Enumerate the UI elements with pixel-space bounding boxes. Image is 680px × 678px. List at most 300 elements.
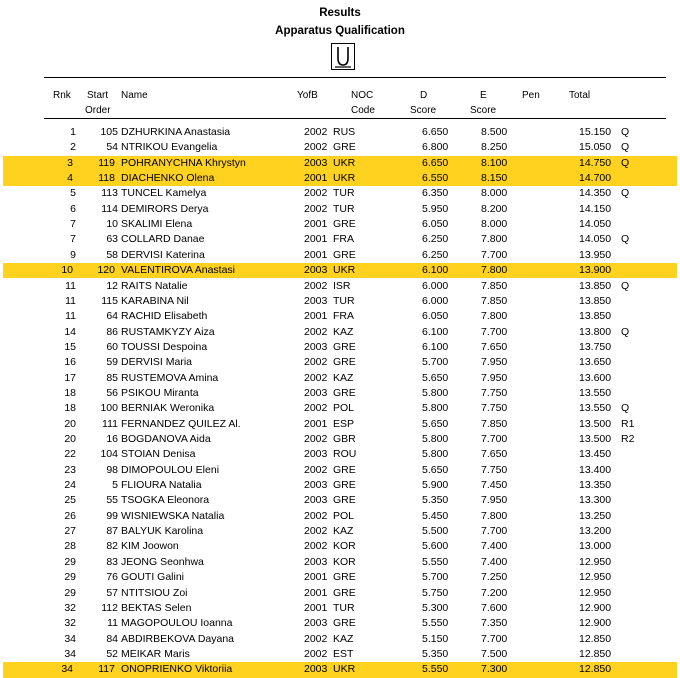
cell-name: RUSTEMOVA Amina: [121, 371, 219, 384]
cell-e: 7.850: [481, 417, 508, 430]
cell-name: TSOGKA Eleonora: [121, 494, 210, 507]
cell-rank: 3: [67, 156, 73, 169]
cell-start: 11: [107, 617, 118, 630]
cell-q: Q: [621, 141, 630, 154]
cell-start: 16: [106, 433, 118, 445]
cell-name: JEONG Seonhwa: [121, 555, 204, 568]
cell-yob: 2002: [304, 463, 328, 476]
cell-yob: 2002: [304, 187, 328, 200]
cell-name: DIMOPOULOU Eleni: [121, 463, 220, 476]
cell-q: Q: [621, 233, 630, 246]
cell-noc: FRA: [333, 310, 354, 323]
cell-q: Q: [621, 279, 630, 292]
table-row: [0, 447, 680, 462]
header-yob: YofB: [297, 90, 318, 101]
cell-q: Q: [621, 325, 630, 338]
cell-e: 7.950: [481, 356, 508, 369]
table-row: [0, 355, 680, 370]
cell-e: 7.700: [481, 632, 508, 645]
cell-e: 7.700: [481, 248, 508, 261]
cell-d: 6.000: [422, 279, 449, 292]
cell-rank: 29: [64, 555, 76, 568]
cell-noc: ISR: [333, 279, 351, 292]
cell-yob: 2003: [304, 294, 328, 307]
table-row: [0, 140, 680, 155]
cell-start: 120: [97, 264, 115, 277]
table-row: [0, 539, 680, 554]
table-row: [0, 478, 680, 493]
cell-rank: 15: [64, 340, 76, 353]
cell-start: 119: [98, 156, 115, 169]
cell-yob: 2002: [304, 402, 328, 415]
cell-rank: 14: [64, 325, 76, 338]
cell-d: 5.800: [422, 433, 449, 445]
cell-noc: EST: [333, 647, 354, 660]
cell-rank: 20: [64, 417, 76, 430]
cell-noc: KAZ: [333, 325, 354, 338]
cell-rank: 28: [64, 540, 76, 553]
cell-e: 7.400: [481, 555, 508, 568]
cell-rank: 5: [70, 187, 76, 200]
cell-e: 7.700: [481, 325, 508, 338]
cell-yob: 2002: [304, 126, 328, 138]
cell-d: 6.250: [422, 233, 449, 246]
table-row: [0, 586, 680, 601]
cell-name: VALENTIROVA Anastasi: [121, 264, 235, 277]
table-row: [0, 509, 680, 524]
cell-noc: GRE: [333, 141, 356, 154]
cell-d: 5.700: [422, 571, 449, 584]
cell-noc: GRE: [333, 617, 356, 630]
cell-yob: 2002: [304, 632, 328, 645]
cell-d: 5.700: [422, 356, 449, 369]
table-row: [0, 248, 680, 263]
cell-rank: 27: [64, 525, 76, 538]
table-row: [0, 616, 680, 631]
cell-start: 64: [106, 310, 118, 323]
table-row: [0, 632, 680, 647]
table-row: [0, 186, 680, 201]
header-rank: Rnk: [53, 90, 71, 101]
cell-rank: 32: [64, 601, 76, 614]
cell-e: 7.700: [481, 525, 508, 538]
cell-yob: 2002: [304, 325, 328, 338]
cell-name: WISNIEWSKA Natalia: [121, 509, 225, 522]
cell-e: 7.300: [481, 663, 508, 676]
cell-d: 6.050: [422, 218, 449, 231]
cell-yob: 2001: [304, 248, 328, 261]
cell-e: 7.800: [481, 509, 508, 522]
cell-name: SKALIMI Elena: [121, 218, 193, 231]
cell-total: 13.850: [579, 310, 612, 323]
cell-yob: 2002: [304, 141, 328, 154]
cell-total: 13.950: [579, 248, 612, 261]
cell-q: Q: [621, 187, 630, 200]
table-row: [3, 662, 677, 677]
cell-start: 57: [106, 586, 118, 599]
cell-e: 7.950: [481, 371, 508, 384]
header-bottom-rule: [44, 118, 666, 119]
cell-start: 115: [101, 294, 118, 307]
table-row: [0, 493, 680, 508]
cell-d: 5.800: [422, 448, 449, 461]
cell-d: 5.300: [422, 601, 449, 614]
cell-e: 8.000: [481, 187, 508, 200]
cell-noc: UKR: [333, 156, 356, 169]
cell-total: 14.700: [579, 172, 612, 185]
cell-total: 13.600: [579, 371, 612, 384]
cell-start: 113: [101, 187, 118, 200]
cell-noc: POL: [333, 509, 355, 522]
cell-d: 5.350: [422, 494, 449, 507]
cell-start: 76: [106, 571, 118, 584]
cell-noc: KAZ: [333, 632, 354, 645]
cell-q: R2: [621, 433, 635, 445]
table-row: [0, 570, 680, 585]
cell-d: 5.650: [422, 417, 449, 430]
cell-total: 13.800: [579, 325, 612, 338]
cell-name: TUNCEL Kamelya: [121, 187, 207, 200]
cell-rank: 23: [64, 463, 76, 476]
cell-start: 117: [98, 663, 115, 676]
cell-name: COLLARD Danae: [121, 233, 205, 246]
cell-noc: GRE: [333, 386, 356, 399]
cell-d: 6.550: [422, 172, 449, 185]
cell-yob: 2003: [304, 617, 328, 630]
cell-total: 14.050: [579, 233, 612, 246]
cell-rank: 32: [64, 617, 76, 630]
cell-name: ABDIRBEKOVA Dayana: [121, 632, 235, 645]
cell-name: MAGOPOULOU Ioanna: [121, 617, 233, 630]
cell-yob: 2002: [304, 525, 328, 538]
header-code: Code: [351, 105, 375, 116]
cell-name: DERVISI Maria: [121, 356, 192, 369]
cell-yob: 2001: [304, 218, 328, 231]
cell-rank: 16: [64, 356, 76, 369]
cell-e: 7.800: [481, 310, 508, 323]
cell-name: NTITSIOU Zoi: [121, 586, 188, 599]
cell-yob: 2003: [304, 663, 328, 676]
cell-e: 7.950: [481, 494, 508, 507]
cell-noc: GRE: [333, 586, 356, 599]
cell-e: 8.500: [481, 126, 508, 138]
cell-noc: ROU: [333, 448, 357, 461]
cell-start: 60: [106, 340, 118, 353]
cell-start: 52: [106, 647, 118, 660]
cell-noc: FRA: [333, 233, 354, 246]
table-row: [0, 325, 680, 340]
header-d-score: Score: [410, 105, 437, 116]
cell-start: 55: [106, 494, 118, 507]
table-row: [0, 647, 680, 662]
cell-d: 6.000: [422, 294, 449, 307]
cell-yob: 2003: [304, 340, 328, 353]
cell-e: 7.850: [481, 279, 508, 292]
cell-name: FERNANDEZ QUILEZ Al.: [121, 417, 241, 430]
cell-d: 6.350: [422, 187, 449, 200]
cell-start: 83: [106, 555, 118, 568]
header-d: D: [420, 90, 428, 101]
cell-rank: 2: [70, 141, 76, 154]
cell-noc: TUR: [333, 294, 355, 307]
cell-total: 12.900: [579, 617, 612, 630]
cell-start: 12: [106, 279, 118, 292]
cell-total: 13.750: [579, 340, 612, 353]
cell-q: R1: [621, 417, 635, 430]
cell-d: 6.650: [422, 156, 449, 169]
cell-name: DERVISI Katerina: [121, 248, 205, 261]
cell-name: DIACHENKO Olena: [121, 172, 215, 185]
cell-total: 14.750: [579, 156, 612, 169]
cell-name: FLIOURA Natalia: [121, 479, 202, 492]
header-start: Start: [87, 90, 109, 101]
cell-q: Q: [621, 402, 630, 415]
cell-yob: 2001: [304, 233, 328, 246]
cell-start: 82: [106, 540, 118, 553]
cell-total: 12.850: [579, 647, 612, 660]
cell-yob: 2002: [304, 279, 328, 292]
cell-e: 7.250: [481, 571, 508, 584]
cell-e: 7.500: [481, 647, 508, 660]
cell-start: 10: [106, 218, 118, 231]
cell-total: 13.500: [579, 417, 612, 430]
cell-rank: 29: [64, 571, 76, 584]
cell-rank: 9: [70, 248, 76, 261]
cell-yob: 2002: [304, 202, 328, 215]
cell-name: STOIAN Denisa: [121, 448, 196, 461]
cell-rank: 20: [64, 433, 76, 445]
cell-noc: TUR: [333, 187, 355, 200]
cell-total: 13.500: [579, 433, 612, 445]
cell-total: 13.650: [579, 356, 612, 369]
cell-e: 8.000: [481, 218, 508, 231]
table-row: [0, 463, 680, 478]
cell-name: KARABINA Nil: [121, 294, 189, 307]
cell-yob: 2003: [304, 156, 328, 169]
cell-start: 87: [106, 525, 118, 538]
cell-rank: 11: [65, 279, 76, 292]
cell-noc: KOR: [333, 540, 356, 553]
cell-rank: 34: [64, 632, 76, 645]
cell-total: 13.250: [579, 509, 612, 522]
cell-noc: KAZ: [333, 525, 354, 538]
cell-yob: 2001: [304, 571, 328, 584]
cell-name: BERNIAK Weronika: [121, 402, 215, 415]
cell-rank: 22: [64, 448, 76, 461]
cell-total: 14.350: [579, 187, 612, 200]
cell-total: 13.000: [579, 540, 612, 553]
cell-name: MEIKAR Maris: [121, 647, 190, 660]
table-row: [0, 125, 680, 140]
cell-noc: UKR: [333, 663, 356, 676]
cell-noc: GRE: [333, 340, 356, 353]
cell-noc: ESP: [333, 417, 355, 430]
table-row: [0, 309, 680, 324]
cell-start: 63: [106, 233, 118, 246]
cell-rank: 34: [61, 663, 73, 676]
cell-total: 13.450: [579, 448, 612, 461]
cell-total: 13.550: [579, 386, 612, 399]
header-top-rule: [44, 77, 666, 78]
cell-d: 6.100: [422, 325, 449, 338]
cell-total: 13.200: [579, 525, 612, 538]
cell-start: 86: [106, 325, 118, 338]
cell-noc: GRE: [333, 571, 356, 584]
cell-d: 5.450: [422, 509, 449, 522]
cell-start: 99: [106, 509, 118, 522]
cell-d: 5.800: [422, 402, 449, 415]
cell-noc: KOR: [333, 555, 356, 568]
table-row: [0, 279, 680, 294]
cell-name: BOGDANOVA Aida: [121, 433, 211, 445]
cell-yob: 2003: [304, 479, 328, 492]
cell-rank: 26: [64, 509, 76, 522]
cell-name: PSIKOU Miranta: [121, 386, 199, 399]
cell-e: 7.350: [481, 617, 508, 630]
cell-noc: TUR: [333, 202, 355, 215]
cell-total: 15.150: [579, 126, 612, 138]
cell-total: 12.950: [579, 571, 612, 584]
cell-noc: TUR: [333, 601, 355, 614]
cell-rank: 4: [67, 172, 73, 185]
cell-total: 12.850: [579, 663, 612, 676]
cell-rank: 7: [70, 233, 76, 246]
cell-d: 5.550: [422, 617, 449, 630]
cell-e: 7.750: [481, 386, 508, 399]
cell-d: 5.600: [422, 540, 449, 553]
cell-rank: 6: [70, 202, 76, 215]
cell-start: 112: [101, 601, 118, 614]
table-row: [0, 217, 680, 232]
cell-e: 7.850: [481, 294, 508, 307]
table-row: [0, 601, 680, 616]
table-row: [0, 386, 680, 401]
cell-e: 8.150: [481, 172, 508, 185]
cell-d: 5.650: [422, 463, 449, 476]
cell-start: 111: [102, 417, 118, 430]
table-row: [0, 371, 680, 386]
cell-d: 5.550: [422, 555, 449, 568]
cell-rank: 11: [65, 294, 76, 307]
cell-name: TOUSSI Despoina: [121, 340, 208, 353]
cell-yob: 2003: [304, 448, 328, 461]
cell-d: 6.800: [422, 141, 449, 154]
cell-yob: 2002: [304, 647, 328, 660]
cell-e: 7.200: [481, 586, 508, 599]
cell-total: 13.350: [579, 479, 612, 492]
cell-name: ONOPRIENKO Viktoriia: [121, 663, 233, 676]
cell-yob: 2002: [304, 356, 328, 369]
cell-rank: 24: [64, 479, 76, 492]
cell-noc: GRE: [333, 463, 356, 476]
cell-e: 8.100: [481, 156, 508, 169]
cell-yob: 2002: [304, 433, 328, 445]
cell-name: RAITS Natalie: [121, 279, 188, 292]
cell-d: 6.250: [422, 248, 449, 261]
cell-total: 13.850: [579, 279, 612, 292]
cell-name: DZHURKINA Anastasia: [121, 126, 231, 138]
cell-noc: GRE: [333, 479, 356, 492]
cell-total: 15.050: [579, 141, 612, 154]
cell-e: 7.750: [481, 463, 508, 476]
cell-e: 7.800: [481, 264, 508, 277]
cell-rank: 18: [64, 402, 76, 415]
cell-start: 59: [106, 356, 118, 369]
cell-rank: 11: [65, 310, 76, 323]
cell-total: 12.850: [579, 632, 612, 645]
cell-start: 118: [98, 172, 115, 185]
cell-noc: GBR: [333, 433, 356, 445]
cell-yob: 2003: [304, 494, 328, 507]
cell-noc: POL: [333, 402, 355, 415]
cell-yob: 2002: [304, 509, 328, 522]
balance-beam-icon: [331, 43, 355, 70]
cell-total: 12.950: [579, 555, 612, 568]
cell-start: 98: [106, 463, 118, 476]
header-total: Total: [569, 90, 591, 101]
cell-d: 5.650: [422, 371, 449, 384]
cell-yob: 2002: [304, 540, 328, 553]
table-row: [0, 432, 680, 447]
cell-rank: 29: [64, 586, 76, 599]
cell-d: 6.050: [422, 310, 449, 323]
cell-noc: GRE: [333, 494, 356, 507]
cell-q: Q: [621, 156, 630, 169]
header-noc: NOC: [351, 90, 374, 101]
cell-d: 6.100: [422, 264, 449, 277]
cell-rank: 17: [64, 371, 76, 384]
cell-total: 13.900: [579, 264, 612, 277]
cell-noc: UKR: [333, 264, 356, 277]
cell-yob: 2001: [304, 417, 328, 430]
cell-total: 13.300: [579, 494, 612, 507]
cell-e: 7.600: [481, 601, 508, 614]
cell-d: 6.100: [422, 340, 449, 353]
cell-noc: GRE: [333, 218, 356, 231]
cell-start: 85: [106, 371, 118, 384]
cell-rank: 10: [61, 264, 73, 277]
cell-rank: 18: [64, 386, 76, 399]
results-title: Results: [319, 7, 361, 19]
cell-start: 56: [106, 386, 118, 399]
cell-d: 5.950: [422, 202, 449, 215]
cell-e: 7.650: [481, 448, 508, 461]
header-pen: Pen: [522, 90, 540, 101]
cell-total: 12.950: [579, 586, 612, 599]
cell-d: 5.500: [422, 525, 449, 538]
cell-name: GOUTI Galini: [121, 571, 185, 584]
cell-start: 5: [112, 479, 118, 492]
table-row: [3, 263, 677, 278]
header-e: E: [480, 90, 487, 101]
cell-noc: RUS: [333, 126, 356, 138]
table-row: [0, 294, 680, 309]
cell-total: 14.050: [579, 218, 612, 231]
cell-d: 5.150: [422, 632, 449, 645]
cell-name: POHRANYCHNA Khrystyn: [121, 156, 246, 169]
cell-d: 5.550: [422, 663, 449, 676]
table-row: [0, 524, 680, 539]
table-row: [3, 156, 677, 171]
cell-name: BEKTAS Selen: [121, 601, 192, 614]
cell-start: 104: [100, 448, 118, 461]
cell-e: 8.200: [481, 202, 508, 215]
cell-e: 7.400: [481, 540, 508, 553]
cell-e: 7.800: [481, 233, 508, 246]
header-order: Order: [85, 105, 111, 116]
cell-yob: 2003: [304, 386, 328, 399]
table-row: [0, 202, 680, 217]
